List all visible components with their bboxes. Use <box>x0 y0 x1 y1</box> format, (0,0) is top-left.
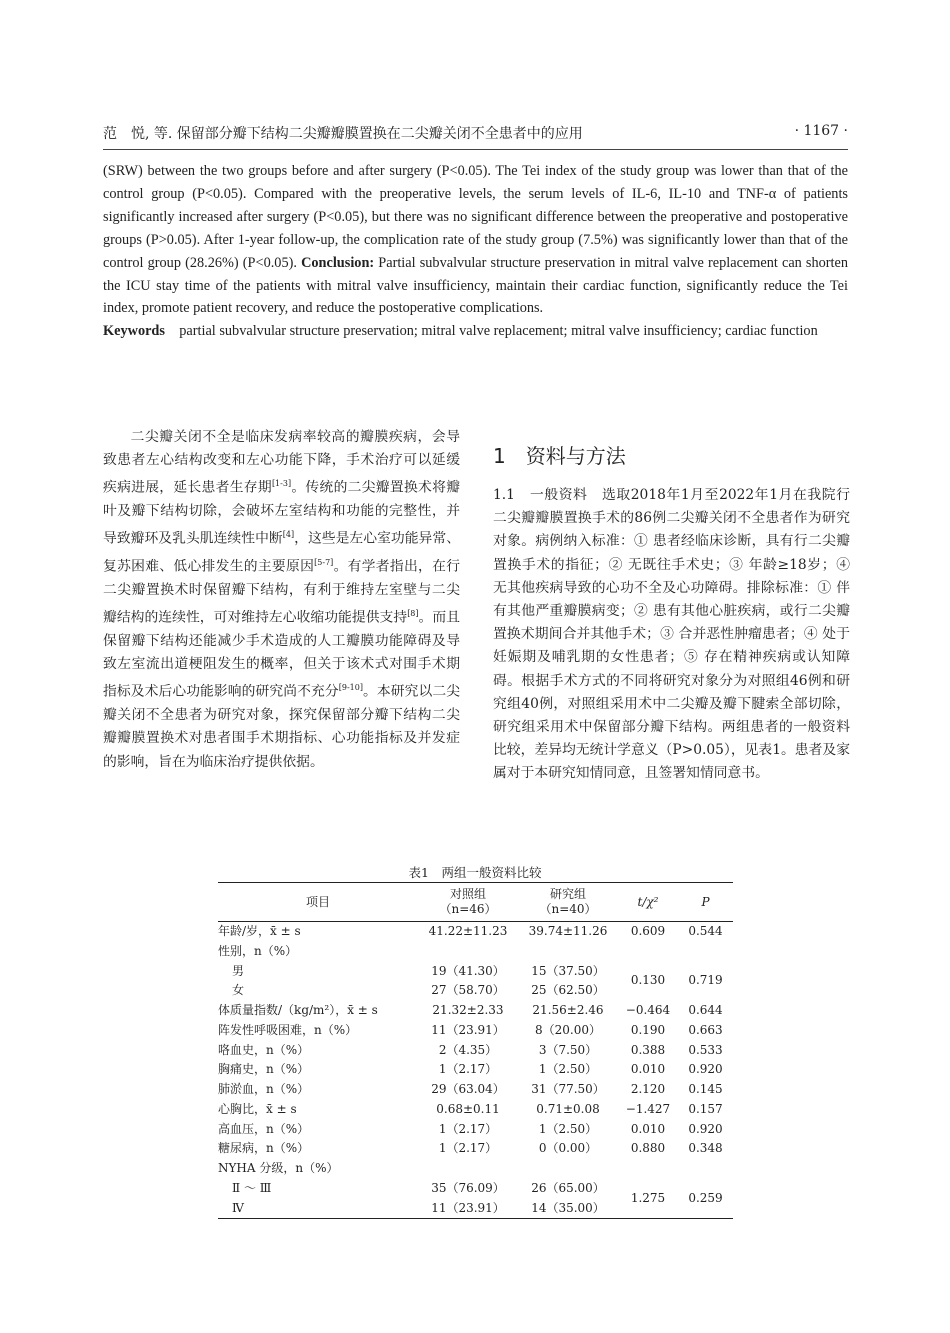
table-header-row <box>218 883 733 922</box>
cell: 0.190 <box>630 1022 666 1037</box>
table-row <box>218 1041 733 1061</box>
cell: 1（2.50） <box>538 1062 598 1077</box>
cell: 0.644 <box>688 1003 723 1017</box>
cell: 1（2.50） <box>538 1121 598 1136</box>
cell: 咯血史，n（%） <box>218 1042 310 1057</box>
cell: 0.920 <box>688 1121 723 1136</box>
cell: 31（77.50） <box>531 1082 605 1096</box>
intro-sentence: ，这些是左心室功能异常、复苏困难、低心排发生的主要原因 <box>103 531 461 575</box>
cell: 3（7.50） <box>538 1042 598 1057</box>
cell: 2.120 <box>630 1082 666 1096</box>
cell <box>418 1159 518 1179</box>
cell: 29（63.04） <box>431 1082 505 1096</box>
table-row <box>218 1159 733 1179</box>
cell: 21.56±2.46 <box>532 1003 604 1017</box>
conclusion-text: Partial subvalvular structure preservation in mitral valve replacement can shorten the ICU stay time of the patients with mitral valve insufficiency, maintain their cardiac function, significantly reduce the Tei index, promote patient recovery, and reduce the postoperative complications. <box>103 254 849 317</box>
cell: Ⅳ <box>218 1199 418 1219</box>
cell <box>518 1159 618 1179</box>
header-study <box>518 883 618 922</box>
cell <box>418 942 518 962</box>
cell: 性别，n（%） <box>218 943 298 958</box>
cell <box>518 942 618 962</box>
cell: 1（2.17） <box>438 1141 498 1156</box>
intro-paragraph <box>103 426 460 774</box>
intro-sentence: 。而且保留瓣下结构还能减少手术造成的人工瓣膜功能障碍及导致左室流出道梗阻发生的概率，但关于该术式对围手术期指标及术后心功能影响的研究尚不充分 <box>103 609 461 700</box>
cell: 35（76.09） <box>431 1180 505 1195</box>
intro-sentence: 二尖瓣关闭不全是临床发病率较高的瓣膜疾病，会导致患者左心结构改变和左心功能下降，手术治疗可以延缓疾病进展，延长患者生存期 <box>103 429 460 496</box>
table-row <box>218 962 733 982</box>
cell: 8（20.00） <box>535 1022 601 1037</box>
cell: 14（35.00） <box>518 1199 618 1219</box>
table-row <box>218 922 733 942</box>
table-row <box>218 1100 733 1120</box>
cell: 肺淤血，n（%） <box>218 1082 310 1096</box>
cell: 0.157 <box>688 1101 723 1116</box>
cell: 0（0.00） <box>538 1141 598 1156</box>
citation: [1-3] <box>271 479 292 489</box>
table-1 <box>218 882 733 1219</box>
citation: [5-7] <box>314 558 334 568</box>
cell: 1（2.17） <box>438 1062 498 1077</box>
cell: 0.719 <box>688 973 723 988</box>
cell: 0.68±0.11 <box>436 1101 500 1116</box>
cell: 1（2.17） <box>438 1121 498 1136</box>
keywords <box>103 320 848 343</box>
cell: 0.145 <box>688 1082 723 1096</box>
header-p: P <box>678 883 733 922</box>
cell: 21.32±2.33 <box>432 1003 504 1017</box>
cell: 2（4.35） <box>438 1042 498 1057</box>
cell: 15（37.50） <box>531 963 605 978</box>
header-rule <box>103 149 848 150</box>
cell: 0.533 <box>688 1042 723 1057</box>
citation: [4] <box>282 530 295 540</box>
cell: 39.74±11.26 <box>528 924 608 938</box>
cell: −1.427 <box>625 1101 671 1116</box>
cell: 0.663 <box>688 1022 723 1037</box>
cell: 11（23.91） <box>431 1022 505 1037</box>
table-row <box>218 1139 733 1159</box>
cell: 1.275 <box>618 1179 678 1219</box>
header-item: 项目 <box>218 883 418 922</box>
cell <box>618 942 678 962</box>
table-row <box>218 1021 733 1041</box>
table-row <box>218 942 733 962</box>
section-title: 1 资料与方法 <box>493 444 626 468</box>
cell: 糖尿病，n（%） <box>218 1141 310 1156</box>
table-row <box>218 1060 733 1080</box>
keywords-label: Keywords <box>103 323 165 340</box>
cell: 0.130 <box>630 973 666 988</box>
introduction <box>103 426 460 774</box>
abstract-results-text: (SRW) between the two groups before and after surgery (P<0.05). The Tei index of the study group was lower than that of the control group (P<0.05). Compared with the preoperative levels, the serum levels of IL-6, IL-10 and TNF-α of patients significantly increased after surgery (P<0.05), but there was no significant difference between the preoperative and postoperative groups (P>0.05). After 1-year follow-up, the complication rate of the study group (7.5%) was significantly lower than that of the control group (28.26%) (P<0.05). <box>103 163 848 271</box>
table-row <box>218 1080 733 1100</box>
cell: 19（41.30） <box>431 963 505 978</box>
cell: 27（58.70） <box>431 983 505 998</box>
cell: 11（23.91） <box>418 1199 518 1219</box>
cell: 0.010 <box>630 1062 666 1077</box>
header-study-label: 研究组 <box>549 887 586 901</box>
header-control-n: （n=46） <box>439 902 497 916</box>
cell <box>678 942 733 962</box>
conclusion-label: Conclusion: <box>301 254 375 271</box>
cell: −0.464 <box>625 1003 671 1017</box>
cell: 心胸比，x̄ ± s <box>218 1101 297 1116</box>
cell: NYHA 分级，n（%） <box>218 1161 339 1175</box>
intro-sentence: 。传统的二尖瓣置换术将瓣叶及瓣下结构切除，会破坏左室结构和功能的完整性，并导致瓣环及乳头肌连续性中断 <box>103 480 460 547</box>
table-row <box>218 1179 733 1199</box>
cell: 26（65.00） <box>531 1180 605 1195</box>
cell: 女 <box>232 983 245 998</box>
cell: 0.920 <box>688 1062 723 1077</box>
cell: 0.388 <box>630 1042 666 1057</box>
cell: 男 <box>232 963 245 978</box>
intro-sentence: 。有学者指出，在行二尖瓣置换术时保留瓣下结构，有利于维持左室壁与二尖瓣结构的连续性，可对维持左心收缩功能提供支持 <box>103 558 460 626</box>
cell: 0.544 <box>688 924 723 938</box>
table-row <box>218 1001 733 1021</box>
citation: [8] <box>407 609 419 619</box>
header-stat: t/χ² <box>618 883 678 922</box>
cell: 阵发性呼吸困难，n（%） <box>218 1022 358 1037</box>
cell <box>618 1159 678 1179</box>
cell <box>678 1159 733 1179</box>
cell: 0.71±0.08 <box>536 1101 600 1116</box>
cell: 0.880 <box>630 1141 666 1156</box>
cell: 0.010 <box>630 1121 666 1136</box>
cell: 25（62.50） <box>531 983 605 998</box>
running-head <box>103 121 848 147</box>
cell: 胸痛史，n（%） <box>218 1062 310 1077</box>
table-row <box>218 1120 733 1140</box>
cell: Ⅱ ～ Ⅲ <box>232 1180 272 1195</box>
methods-section <box>493 440 850 786</box>
cell: 年龄/岁，x̄ ± s <box>218 924 301 938</box>
header-study-n: （n=40） <box>539 902 597 916</box>
cell: 0.609 <box>630 924 666 938</box>
cell: 体质量指数/（kg/m²），x̄ ± s <box>218 1003 378 1017</box>
header-control <box>418 883 518 922</box>
english-abstract <box>103 160 848 343</box>
citation: [9-10] <box>338 683 363 693</box>
keywords-text: partial subvalvular structure preservation; mitral valve replacement; mitral valve insufficiency; cardiac function <box>179 323 818 340</box>
cell: 41.22±11.23 <box>428 924 508 938</box>
methods-paragraph: 1.1 一般资料 选取2018年1月至2022年1月在我院行二尖瓣瓣膜置换手术的86例二尖瓣关闭不全患者作为研究对象。病例纳入标准：① 患者经临床诊断，具有行二尖瓣置换手术的指征；② 无既往手术史；③ 年龄≥18岁；④ 无其他疾病导致的心功不全及心功障碍。排除标准：① 伴有其他严重瓣膜病变；② 患有其他心脏疾病，或行二尖瓣置换术期间合并其他手术；③ 合并恶性肿瘤患者；④ 处于妊娠期及哺乳期的女性患者；⑤ 存在精神疾病或认知障碍。根据手术方式的不同将研究对象分为对照组46例和研究组40例，对照组采用术中二尖瓣及瓣下腱索全部切除，研究组采用术中保留部分瓣下结构。两组患者的一般资料比较，差异均无统计学意义（P>0.05），见表1。患者及家属对于本研究知情同意，且签署知情同意书。 <box>493 487 850 782</box>
intro-sentence: 。本研究以二尖瓣关闭不全患者为研究对象，探究保留部分瓣下结构二尖瓣瓣膜置换术对患者围手术期指标、心功能指标及并发症的影响，旨在为临床治疗提供依据。 <box>103 684 461 770</box>
cell: 0.259 <box>678 1179 733 1219</box>
cell: 高血压，n（%） <box>218 1121 310 1136</box>
header-control-label: 对照组 <box>449 887 486 901</box>
abstract-results <box>103 160 848 320</box>
table-caption: 表1 两组一般资料比较 <box>408 865 542 880</box>
cell: 0.348 <box>688 1141 723 1156</box>
page-number: · 1167 · <box>794 123 848 139</box>
running-head-title: 范 悦, 等. 保留部分瓣下结构二尖瓣瓣膜置换在二尖瓣关闭不全患者中的应用 <box>103 126 583 142</box>
